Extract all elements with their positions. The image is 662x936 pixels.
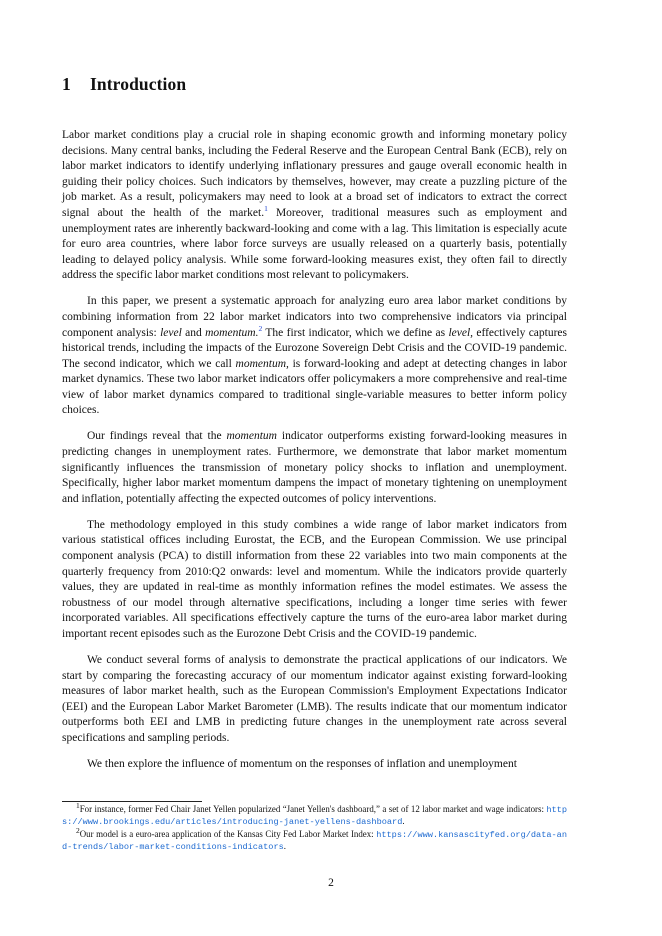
paragraph-text: Labor market conditions play a crucial role in shaping economic growth and informing monetary policy decisions. Many central banks, including the Federal Reserve and the European Central Bank (ECB), rely on labor market indicators to identify underlying inflationary pressures and gauge overall economic health in guiding their policy choices. Such indicators by themselves, however, may create a puzzling picture of the job market. As a result, policymakers may need to look at a broad set of indicators to extract the correct signal about the health of the market.	[62, 129, 567, 219]
paragraph-text: We then explore the influence of momentum on the responses of inflation and unemployment	[87, 757, 517, 770]
footnote-text: Our model is a euro-area application of the Kansas City Fed Labor Market Index:	[79, 828, 377, 839]
footnote-ref-1[interactable]: 1	[264, 204, 268, 214]
paragraph-text: effectively captures historical trends, including the impacts of the Eurozone Sovereign Debt Crisis and the COVID-19 pandemic. The second indicator, which we call	[62, 326, 568, 370]
footnote-mark: 1	[76, 801, 80, 811]
paragraph-text: Moreover, traditional measures such as employment and unemployment rates are inherently backward-looking and come with a lag. This limitation is especially acute for euro area countries, where labor force surveys are usually released on a quarterly basis, potentially leading to delayed policy analysis. While some forward-looking measures exist, they often fail to directly address the specific labor market conditions most relevant to policymakers.	[62, 206, 568, 282]
footnote-link[interactable]: https://www.brookings.edu/articles/introducing-janet-yellens-dashboard	[62, 805, 567, 828]
section-heading	[62, 74, 186, 95]
paragraph-3	[62, 429, 567, 507]
paragraph-4	[62, 518, 567, 643]
paragraph-text: is forward-looking and adept at detecting changes in labor market dynamics. These two labor market indicators offer policymakers a more comprehensive and real-time view of labor market dynamics compared to traditional single-variable measures to better inform policy choices.	[62, 357, 567, 417]
emphasis-momentum: momentum	[226, 430, 277, 443]
footnote-ref-2[interactable]: 2	[258, 323, 263, 333]
paragraph-text: Our findings reveal that the	[87, 430, 227, 443]
emphasis-momentum: momentum.	[205, 326, 259, 339]
paragraph-text: In this paper, we present a systematic approach for analyzing euro area labor market conditions by combining information from 22 labor market indicators into two comprehensive indicators via principal component analysis:	[62, 295, 567, 339]
paragraph-5	[62, 653, 567, 747]
paragraph-6	[62, 757, 567, 773]
section-title: Introduction	[90, 74, 187, 94]
emphasis-level: level,	[448, 326, 474, 339]
page-number: 2	[328, 877, 334, 889]
paragraph-2	[62, 294, 567, 419]
paragraph-text: We conduct several forms of analysis to demonstrate the practical applications of our indicators. We start by comparing the forecasting accuracy of our momentum indicator against existing forward-looking measures of labor market health, such as the European Commission's Employment Expectations Indicator (EEI) and the European Labor Market Barometer (LMB). The results indicate that our momentum indicator outperforms both EEI and LMB in predicting future changes in the unemployment rate across several specifications and sampling periods.	[62, 653, 567, 744]
footnote-end: .	[283, 841, 286, 852]
footnote-mark: 2	[76, 825, 80, 835]
footnote-end: .	[402, 816, 405, 827]
paragraph-text: indicator outperforms existing forward-looking measures in predicting changes in unemployment rates. Furthermore, we demonstrate that labor market momentum significantly influences the transmission of monetary policy shocks to inflation and unemployment. Specifically, higher labor market momentum dampens the impact of monetary tightening on unemployment and inflation, potentially affecting the expected outcomes of policy interventions.	[62, 430, 567, 505]
footnote-divider	[62, 801, 202, 802]
paragraph-text: The methodology employed in this study combines a wide range of labor market indicators from various statistical offices including Eurostat, the ECB, and the European Commission. We use principal component analysis (PCA) to distill information from these 22 variables into two main components at the quarterly frequency from 2010:Q2 onwards: level and momentum. While the indicators provide quarterly values, they are updated in real-time as monthly information refines the model estimates. We assess the robustness of our model through alternative specifications, including a longer time series with fewer incorporated variables. All specifications effectively capture the turns of the euro-area labor market during important recent episodes such as the Eurozone Debt Crisis and the COVID-19 pandemic.	[62, 518, 567, 640]
footnote-2	[62, 825, 567, 854]
section-number: 1	[62, 74, 71, 94]
footnote-1	[62, 801, 567, 829]
paragraph-1	[62, 128, 567, 284]
footnotes	[62, 801, 567, 854]
emphasis-level: level	[160, 326, 182, 339]
footnote-text: For instance, former Fed Chair Janet Yellen popularized “Janet Yellen's dashboard,” a set of 12 labor market and wage indicators:	[79, 804, 547, 814]
paragraph-text: and	[181, 326, 206, 339]
emphasis-momentum: momentum,	[235, 357, 289, 370]
paragraph-text: The first indicator, which we define as	[262, 326, 449, 339]
body-text	[62, 128, 567, 783]
footnote-link[interactable]: https://www.kansascityfed.org/data-and-trends/labor-market-conditions-indicators	[62, 829, 567, 853]
